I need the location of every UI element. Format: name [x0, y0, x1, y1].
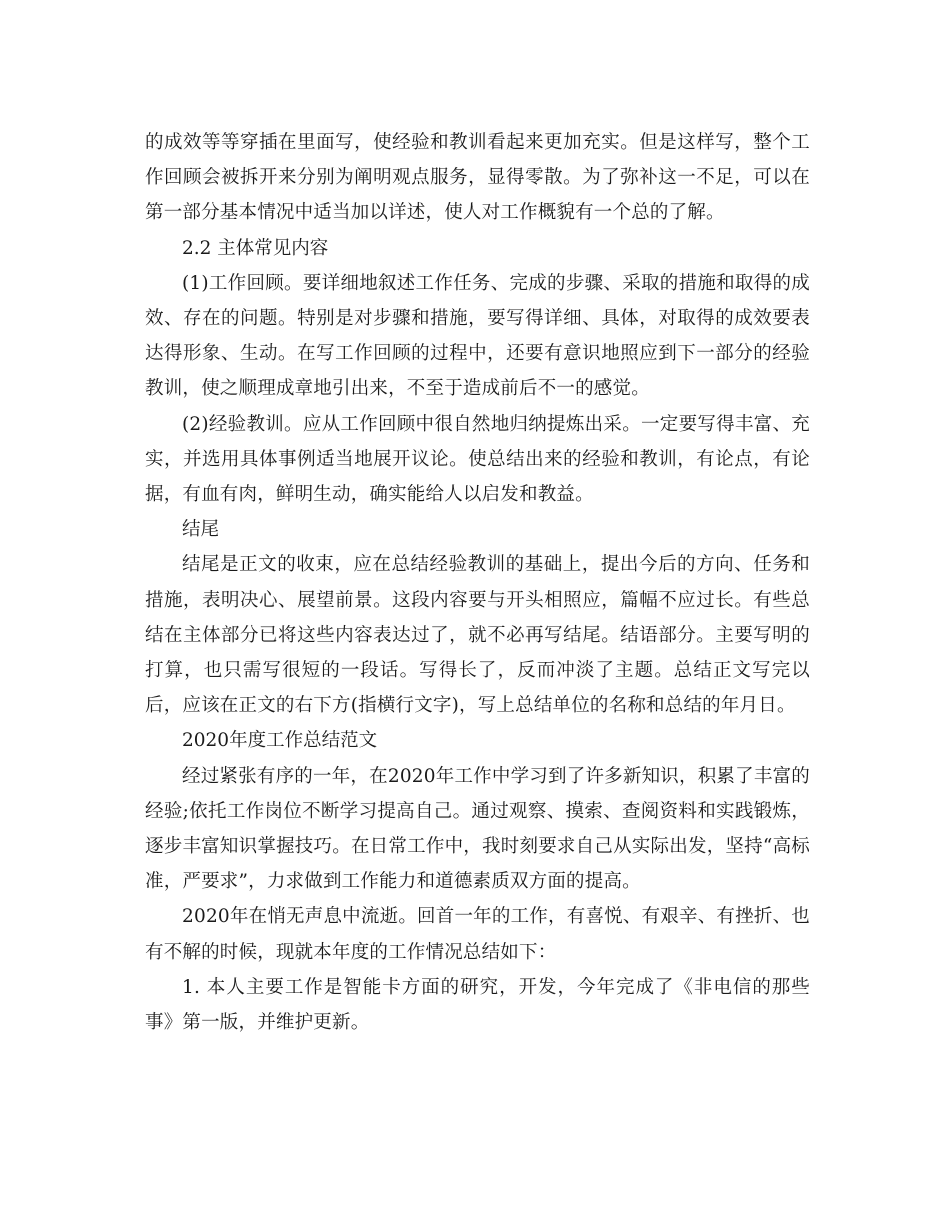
paragraph-year-review: 2020年在悄无声息中流逝。回首一年的工作，有喜悦、有艰辛、有挫折、也有不解的时候，现就本年度的工作情况总结如下： — [145, 906, 810, 963]
paragraph-sample-intro: 经过紧张有序的一年，在2020年工作中学习到了许多新知识，积累了丰富的经验;依托工作岗位不断学习提高自己。通过观察、摸索、查阅资料和实践锻炼，逐步丰富知识掌握技巧。在日常工作中，我时刻要求自己从实际出发，坚持“高标准，严要求”，力求做到工作能力和道德素质双方面的提高。 — [145, 765, 810, 893]
paragraph-ending: 结尾是正文的收束，应在总结经验教训的基础上，提出今后的方向、任务和措施，表明决心、展望前景。这段内容要与开头相照应，篇幅不应过长。有些总结在主体部分已将这些内容表达过了，就不必再写结尾。结语部分。主要写明的打算，也只需写很短的一段话。写得长了，反而冲淡了主题。总结正文写完以后，应该在正文的右下方(指横行文字)，写上总结单位的名称和总结的年月日。 — [145, 554, 810, 717]
paragraph-lessons-learned: (2)经验教训。应从工作回顾中很自然地归纳提炼出采。一定要写得丰富、充实，并选用具体事例适当地展开议论。使总结出来的经验和教训，有论点，有论据，有血有肉，鲜明生动，确实能给人以启发和教益。 — [145, 413, 810, 506]
paragraph-item-1: 1. 本人主要工作是智能卡方面的研究，开发，今年完成了《非电信的那些事》第一版，并维护更新。 — [145, 976, 810, 1034]
paragraph-continuation: 的成效等等穿插在里面写，使经验和教训看起来更加充实。但是这样写，整个工作回顾会被拆开来分别为阐明观点服务，显得零散。为了弥补这一不足，可以在第一部分基本情况中适当加以详述，使人对工作概貌有一个总的了解。 — [145, 132, 810, 224]
section-heading-ending: 结尾 — [182, 519, 220, 541]
paragraph-work-review: (1)工作回顾。要详细地叙述工作任务、完成的步骤、采取的措施和取得的成效、存在的问题。特别是对步骤和措施，要写得详细、具体，对取得的成效要表达得形象、生动。在写工作回顾的过程中，还要有意识地照应到下一部分的经验教训，使之顺理成章地引出来，不至于造成前后不一的感觉。 — [145, 272, 810, 400]
document-body — [145, 125, 810, 1040]
section-heading-sample: 2020年度工作总结范文 — [182, 730, 378, 752]
section-heading-main-content: 2.2 主体常见内容 — [182, 237, 329, 259]
